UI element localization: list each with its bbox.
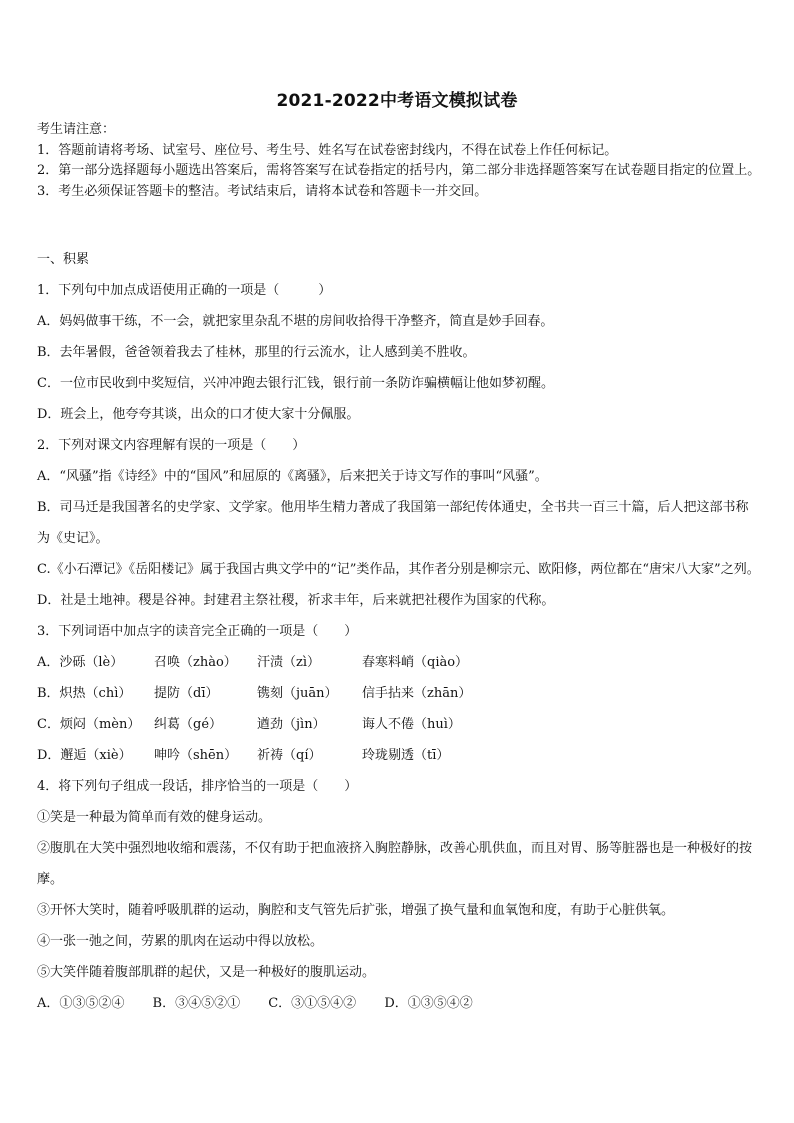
pinyin-item: 汗渍（zì） — [257, 655, 321, 670]
question-4-option-d: D．①③⑤④② — [384, 996, 473, 1011]
notice-item: 2．第一部分选择题每小题选出答案后，需将答案写在试卷指定的括号内，第二部分非选择题答案写在试卷题目指定的位置上。 — [37, 163, 761, 178]
pinyin-item: 遒劲（jìn） — [257, 717, 326, 732]
question-4-sentence: ③开怀大笑时，随着呼吸肌群的运动，胸腔和支气管先后扩张，增强了换气量和血氧饱和度，有助于心脏供氧。 — [37, 903, 675, 918]
question-1-option-b: B．去年暑假，爸爸领着我去了桂林，那里的行云流水，让人感到美不胜收。 — [37, 345, 476, 360]
pinyin-item: 春寒料峭（qiào） — [362, 655, 469, 670]
notice-item: 1．答题前请将考场、试室号、座位号、考生号、姓名写在试卷密封线内，不得在试卷上作任何标记。 — [37, 142, 618, 158]
notice-item: 3．考生必须保证答题卡的整洁。考试结束后，请将本试卷和答题卡一并交回。 — [37, 183, 488, 199]
pinyin-item: 玲珑剔透（tī） — [362, 748, 450, 763]
pinyin-item: 呻吟（shēn） — [154, 748, 238, 763]
question-4-option-b: B．③④⑤②① — [152, 996, 241, 1011]
question-2-option-d: D．社是土地神。稷是谷神。封建君主祭社稷，祈求丰年，后来就把社稷作为国家的代称。 — [37, 593, 555, 608]
pinyin-item: D．邂逅（xiè） — [37, 748, 132, 763]
pinyin-item: 纠葛（gé） — [154, 717, 223, 732]
question-3-option-row — [37, 709, 761, 740]
question-4-stem: 4．将下列句子组成一段话，排序恰当的一项是（ ） — [37, 779, 358, 794]
question-2-option-c: C.《小石潭记》《岳阳楼记》属于我国古典文学中的“记”类作品，其作者分别是柳宗元、欧阳修，两位都在“唐宋八大家”之列。 — [37, 562, 760, 577]
notice-heading: 考生请注意： — [37, 122, 116, 137]
question-1-option-c: C．一位市民收到中奖短信，兴冲冲跑去银行汇钱，银行前一条防诈骗横幅让他如梦初醒。 — [37, 376, 554, 391]
question-1-option-a: A．妈妈做事干练，不一会，就把家里杂乱不堪的房间收拾得干净整齐，简直是妙手回春。 — [37, 314, 554, 329]
page-title: 2021-2022中考语文模拟试卷 — [276, 91, 518, 111]
pinyin-item: 镌刻（juān） — [257, 686, 338, 701]
section-heading: 一、积累 — [37, 252, 90, 267]
question-3-option-row — [37, 647, 761, 678]
question-4-option-a: A．①③⑤②④ — [37, 996, 125, 1011]
question-4-sentence: ①笑是一种最为简单而有效的健身运动。 — [37, 810, 272, 825]
question-4-option-c: C．③①⑤④② — [268, 996, 357, 1011]
pinyin-item: 提防（dī） — [154, 686, 219, 701]
pinyin-item: 诲人不倦（huì） — [362, 717, 461, 732]
question-1-stem: 1．下列句中加点成语使用正确的一项是（ ） — [37, 283, 332, 298]
pinyin-item: 召唤（zhào） — [154, 655, 237, 670]
question-3-stem: 3．下列词语中加点字的读音完全正确的一项是（ ） — [37, 624, 358, 639]
question-4-options — [37, 988, 761, 1019]
pinyin-item: 信手拈来（zhān） — [362, 686, 472, 701]
pinyin-item: 祈祷（qí） — [257, 748, 322, 763]
pinyin-item: A．沙砾（lè） — [37, 655, 124, 670]
question-4-sentence: ②腹肌在大笑中强烈地收缩和震荡，不仅有助于把血液挤入胸腔静脉，改善心肌供血，而且对胃、肠等脏器也是一种极好的按摩。 — [37, 841, 753, 887]
question-3-option-row — [37, 740, 761, 771]
question-3-option-row — [37, 678, 761, 709]
question-2-option-a: A．“风骚”指《诗经》中的“国风”和屈原的《离骚》，后来把关于诗文写作的事叫“风骚”。 — [37, 469, 548, 484]
question-1-option-d: D．班会上，他夸夸其谈，出众的口才使大家十分佩服。 — [37, 407, 360, 422]
question-4-sentence: ⑤大笑伴随着腹部肌群的起伏，又是一种极好的腹肌运动。 — [37, 965, 376, 980]
question-2-option-b: B．司马迁是我国著名的史学家、文学家。他用毕生精力著成了我国第一部纪传体通史，全书共一百三十篇，后人把这部书称为《史记》。 — [37, 500, 749, 546]
section-accumulation — [37, 244, 761, 1019]
pinyin-item: B．炽热（chì） — [37, 686, 132, 701]
pinyin-item: C．烦闷（mèn） — [37, 717, 141, 732]
exam-notice — [37, 120, 761, 202]
question-2-stem: 2．下列对课文内容理解有误的一项是（ ） — [37, 438, 306, 453]
question-4-sentence: ④一张一弛之间，劳累的肌肉在运动中得以放松。 — [37, 934, 324, 949]
